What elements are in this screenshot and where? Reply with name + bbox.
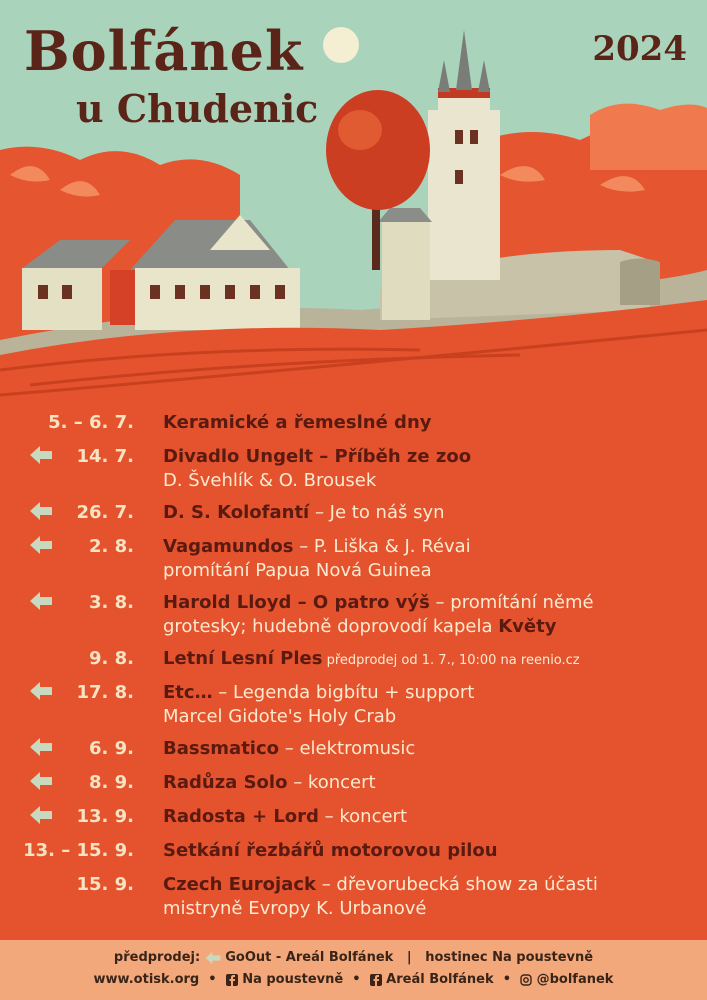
event-detail: – dřevorubecká show za účasti — [315, 874, 598, 895]
event-name: Vagamundos — [163, 536, 294, 557]
event-name: D. S. Kolofantí — [163, 502, 310, 523]
event-name: Radosta + Lord — [163, 806, 319, 827]
event-row — [0, 872, 707, 928]
event-title — [163, 682, 474, 703]
event-title — [163, 502, 445, 523]
facebook-link-poustevne[interactable]: Na poustevně — [242, 972, 344, 987]
event-name: Radůza Solo — [163, 772, 288, 793]
goout-link[interactable]: GoOut - Areál Bolfánek — [225, 950, 394, 965]
footer-presale-row — [0, 950, 707, 965]
hostinec-text: hostinec Na poustevně — [425, 950, 594, 965]
event-row — [0, 646, 707, 680]
event-name: Bassmatico — [163, 738, 280, 759]
event-title — [163, 772, 376, 793]
event-title — [163, 446, 471, 467]
event-presale-note: předprodej od 1. 7., 10:00 na reenio.cz — [322, 653, 580, 668]
event-row — [0, 770, 707, 804]
event-date: 9. 8. — [89, 648, 134, 669]
event-detail: – P. Liška & J. Révai — [293, 536, 471, 557]
event-title — [163, 648, 580, 669]
event-date: 5. – 6. 7. — [48, 412, 134, 433]
title-line-1: Bolfánek — [24, 19, 304, 83]
event-title — [163, 874, 598, 895]
event-row — [0, 444, 707, 500]
event-subtitle-text: Marcel Gidote's Holy Crab — [163, 706, 397, 727]
event-title — [163, 592, 594, 613]
event-date: 13. – 15. 9. — [23, 840, 134, 861]
event-title — [163, 806, 407, 827]
facebook-icon — [370, 974, 382, 986]
event-subtitle-bold: Květy — [498, 616, 557, 637]
event-list — [0, 410, 707, 928]
event-detail: – koncert — [318, 806, 408, 827]
footer-links-row: www.otisk.org • Na poustevně • Areál Bolfánek • @bolfanek — [93, 972, 614, 987]
footer — [0, 940, 707, 1000]
event-title — [163, 536, 471, 557]
event-name: Harold Lloyd – O patro výš — [163, 592, 430, 613]
event-date: 26. 7. — [76, 502, 134, 523]
event-date: 6. 9. — [89, 738, 134, 759]
event-date: 8. 9. — [89, 772, 134, 793]
event-name: Keramické a řemeslné dny — [163, 412, 432, 433]
sun-icon — [323, 27, 359, 63]
event-subtitle — [163, 706, 396, 727]
event-detail: – Je to náš syn — [309, 502, 445, 523]
event-subtitle-text: promítání Papua Nová Guinea — [163, 560, 432, 581]
event-subtitle — [163, 898, 427, 919]
event-date: 15. 9. — [76, 874, 134, 895]
event-row — [0, 838, 707, 872]
event-date: 17. 8. — [76, 682, 134, 703]
event-subtitle-text: mistryně Evropy K. Urbanové — [163, 898, 427, 919]
event-name: Czech Eurojack — [163, 874, 316, 895]
event-date: 2. 8. — [89, 536, 134, 557]
event-detail: – koncert — [287, 772, 376, 793]
title-line-2: u Chudenic — [76, 86, 319, 131]
event-title — [163, 412, 432, 433]
event-date: 13. 9. — [76, 806, 134, 827]
event-detail: – elektromusic — [279, 738, 416, 759]
website-link[interactable]: www.otisk.org — [93, 972, 200, 987]
event-subtitle-text: D. Švehlík & O. Brousek — [163, 470, 377, 491]
event-date: 3. 8. — [89, 592, 134, 613]
separator: | — [406, 950, 412, 965]
event-detail: – promítání němé — [429, 592, 594, 613]
event-subtitle — [163, 560, 432, 581]
facebook-link-bolfanek[interactable]: Areál Bolfánek — [386, 972, 494, 987]
presale-label: předprodej: — [113, 950, 201, 965]
event-name: Setkání řezbářů motorovou pilou — [163, 840, 498, 861]
year: 2024 — [592, 29, 687, 69]
event-name: Etc… — [163, 682, 213, 703]
event-title — [163, 738, 415, 759]
event-name: Letní Lesní Ples — [163, 648, 323, 669]
event-name: Divadlo Ungelt – Příběh ze zoo — [163, 446, 472, 467]
event-row — [0, 590, 707, 646]
event-subtitle — [163, 470, 376, 491]
event-row — [0, 500, 707, 534]
instagram-icon — [520, 974, 532, 986]
arrow-icon — [205, 952, 221, 964]
event-subtitle — [163, 616, 556, 637]
instagram-link[interactable]: @bolfanek — [536, 972, 614, 987]
facebook-icon — [226, 974, 238, 986]
event-detail: – Legenda bigbítu + support — [212, 682, 475, 703]
event-row — [0, 534, 707, 590]
event-row — [0, 804, 707, 838]
event-row — [0, 410, 707, 444]
event-date: 14. 7. — [76, 446, 134, 467]
event-row — [0, 736, 707, 770]
event-row — [0, 680, 707, 736]
event-title — [163, 840, 498, 861]
event-subtitle-text: grotesky; hudebně doprovodí kapela — [163, 616, 499, 637]
